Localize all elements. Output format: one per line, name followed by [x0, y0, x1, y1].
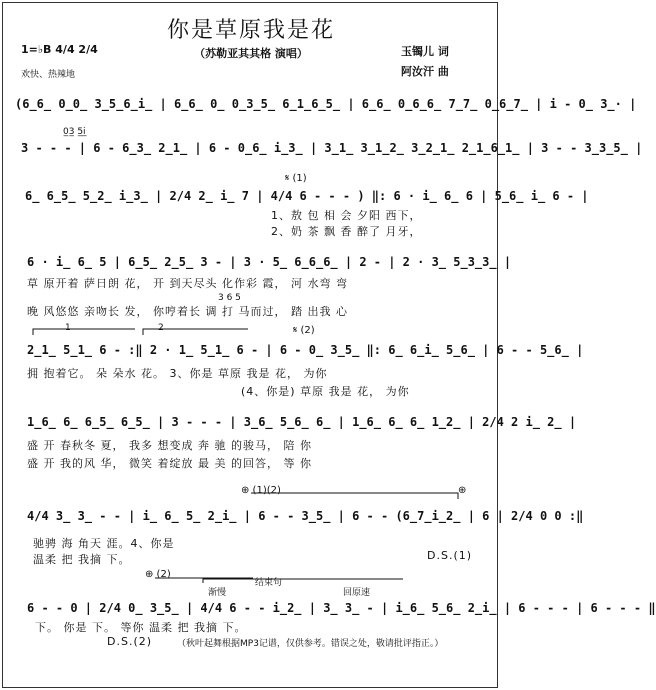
- volta-1-label: 1: [65, 323, 71, 333]
- lyrics-4a: 草 原开着 萨日朗 花， 开 到天尽头 化作彩 霞， 河 水弯 弯: [27, 277, 348, 290]
- song-subtitle: （苏勒亚其其格 演唱）: [194, 47, 308, 60]
- upper-notes-2: 0̲3̲ 5̲i̲: [63, 127, 86, 137]
- ending-phrase-label: 结束句: [255, 578, 283, 588]
- segno-mark-2: 𝄋 (2): [293, 325, 315, 336]
- score-line-6: 1̲6̲ 6̲ 6̲5̲ 6̲5̲ | 3 - - - | 3̲6̲ 5̲6̲ 6̲ | 1̲6̲ 6̲ 6̲ 1̲2̲ | 2/4 2 i̲ 2̲ |: [27, 415, 577, 429]
- lyrics-3b: 2、奶 茶 飘 香 醉了 月牙，: [271, 225, 422, 238]
- composer-credit: 阿汝汗 曲: [401, 65, 449, 78]
- score-sheet: [2, 2, 656, 688]
- key-signature: 1=♭B 4/4 2/4: [21, 43, 98, 56]
- score-line-2: 3 - - - | 6 - 6̲3̲ 2̲1̲ | 6 - 0̲6̲ i̲3̲ | 3̲1̲ 3̲1̲2̲ 3̲2̲1̲ 2̲1̲6̲1̲ | 3 - - 3̲3̲5̲ |: [21, 141, 643, 155]
- song-title: 你是草原我是花: [166, 18, 335, 43]
- lyrics-3a: 1、敖 包 相 会 夕阳 西下，: [271, 209, 422, 222]
- lyrics-6a: 盛 开 春秋冬 夏， 我多 想变成 奔 驰 的骏马， 陪 你: [27, 439, 312, 452]
- coda-mark-2: ⊕: [458, 485, 467, 496]
- lyrics-8: 下。 你是 下。 等你 温柔 把 我摘 下。: [35, 621, 247, 634]
- score-line-3: 6̲ 6̲5̲ 5̲2̲ i̲3̲ | 2/4 2̲ i̲ 7 | 4/4 6 - - - ) ‖: 6 · i̲ 6̲ 6 | 5̲6̲ i̲ 6 - |: [25, 189, 589, 203]
- coda-mark-1: ⊕ (1)(2): [241, 485, 281, 496]
- lyrics-7b: 温柔 把 我摘 下。: [33, 553, 131, 566]
- slowing-label: 渐慢: [208, 588, 227, 598]
- coda-mark-3: ⊕ (2): [145, 569, 171, 580]
- a-tempo-label: 回原速: [343, 588, 371, 598]
- upper-notes-4: 3 6 5: [218, 293, 241, 303]
- score-line-8: 6 - - 0 | 2/4 0̲ 3̲5̲ | 4/4 6 - - i̲2̲ | 3̲ 3̲ - | i̲6̲ 5̲6̲ 2̲i̲ | 6 - - - | 6 - - - ‖: [27, 601, 656, 615]
- lyrics-6b: 盛 开 我的风 华， 微笑 着绽放 最 美 的回答， 等 你: [27, 457, 312, 470]
- ds-2-label: D.S.(2): [107, 635, 153, 648]
- segno-mark-1: 𝄋 (1): [285, 173, 307, 184]
- lyrics-7a: 驰骋 海 角天 涯。4、你是: [33, 537, 175, 550]
- score-line-5: 2̲1̲ 5̲1̲ 6 - :‖ 2 · 1̲ 5̲1̲ 6 - | 6 - 0̲ 3̲5̲ ‖: 6̲ 6̲i̲ 5̲6̲ | 6 - - 5̲6̲ |: [27, 343, 584, 357]
- lyrics-5a: 拥 抱着它。 朵 朵水 花。 3、你是 草原 我是 花， 为你: [27, 367, 328, 380]
- score-decorations: [3, 3, 499, 689]
- tempo-marking: 欢快、热辣地: [21, 70, 76, 80]
- volta-2-label: 2: [158, 323, 164, 333]
- score-line-1: (6̲6̲ 0̲0̲ 3̲5̲6̲i̲ | 6̲6̲ 0̲ 0̲3̲5̲ 6̲1̲6̲5̲ | 6̲6̲ 0̲6̲6̲ 7̲7̲ 0̲6̲7̲ | i - 0̲ 3̲· |: [15, 97, 637, 111]
- score-line-4: 6 · i̲ 6̲ 5 | 6̲5̲ 2̲5̲ 3 - | 3 · 5̲ 6̲6̲6̲ | 2 - | 2 · 3̲ 5̲3̲3̲ |: [27, 255, 512, 269]
- lyricist-credit: 玉镯儿 词: [401, 45, 449, 58]
- lyrics-5b: (4、你是) 草原 我是 花， 为你: [241, 385, 410, 398]
- lyrics-4b: 晚 风悠悠 亲吻长 发， 你哼着长 调 打 马而过， 踏 出我 心: [27, 305, 348, 318]
- ds-1-label: D.S.(1): [427, 549, 473, 562]
- score-line-7: 4/4 3̲ 3̲ - - | i̲ 6̲ 5̲ 2̲i̲ | 6 - - 3̲5̲ | 6 - - (6̲7̲i̲2̲ | 6 | 2/4 0 0 :‖: [27, 509, 584, 523]
- footer-note: （秋叶起舞根据MP3记谱，仅供参考。错误之处，敬请批评指正。）: [177, 639, 444, 649]
